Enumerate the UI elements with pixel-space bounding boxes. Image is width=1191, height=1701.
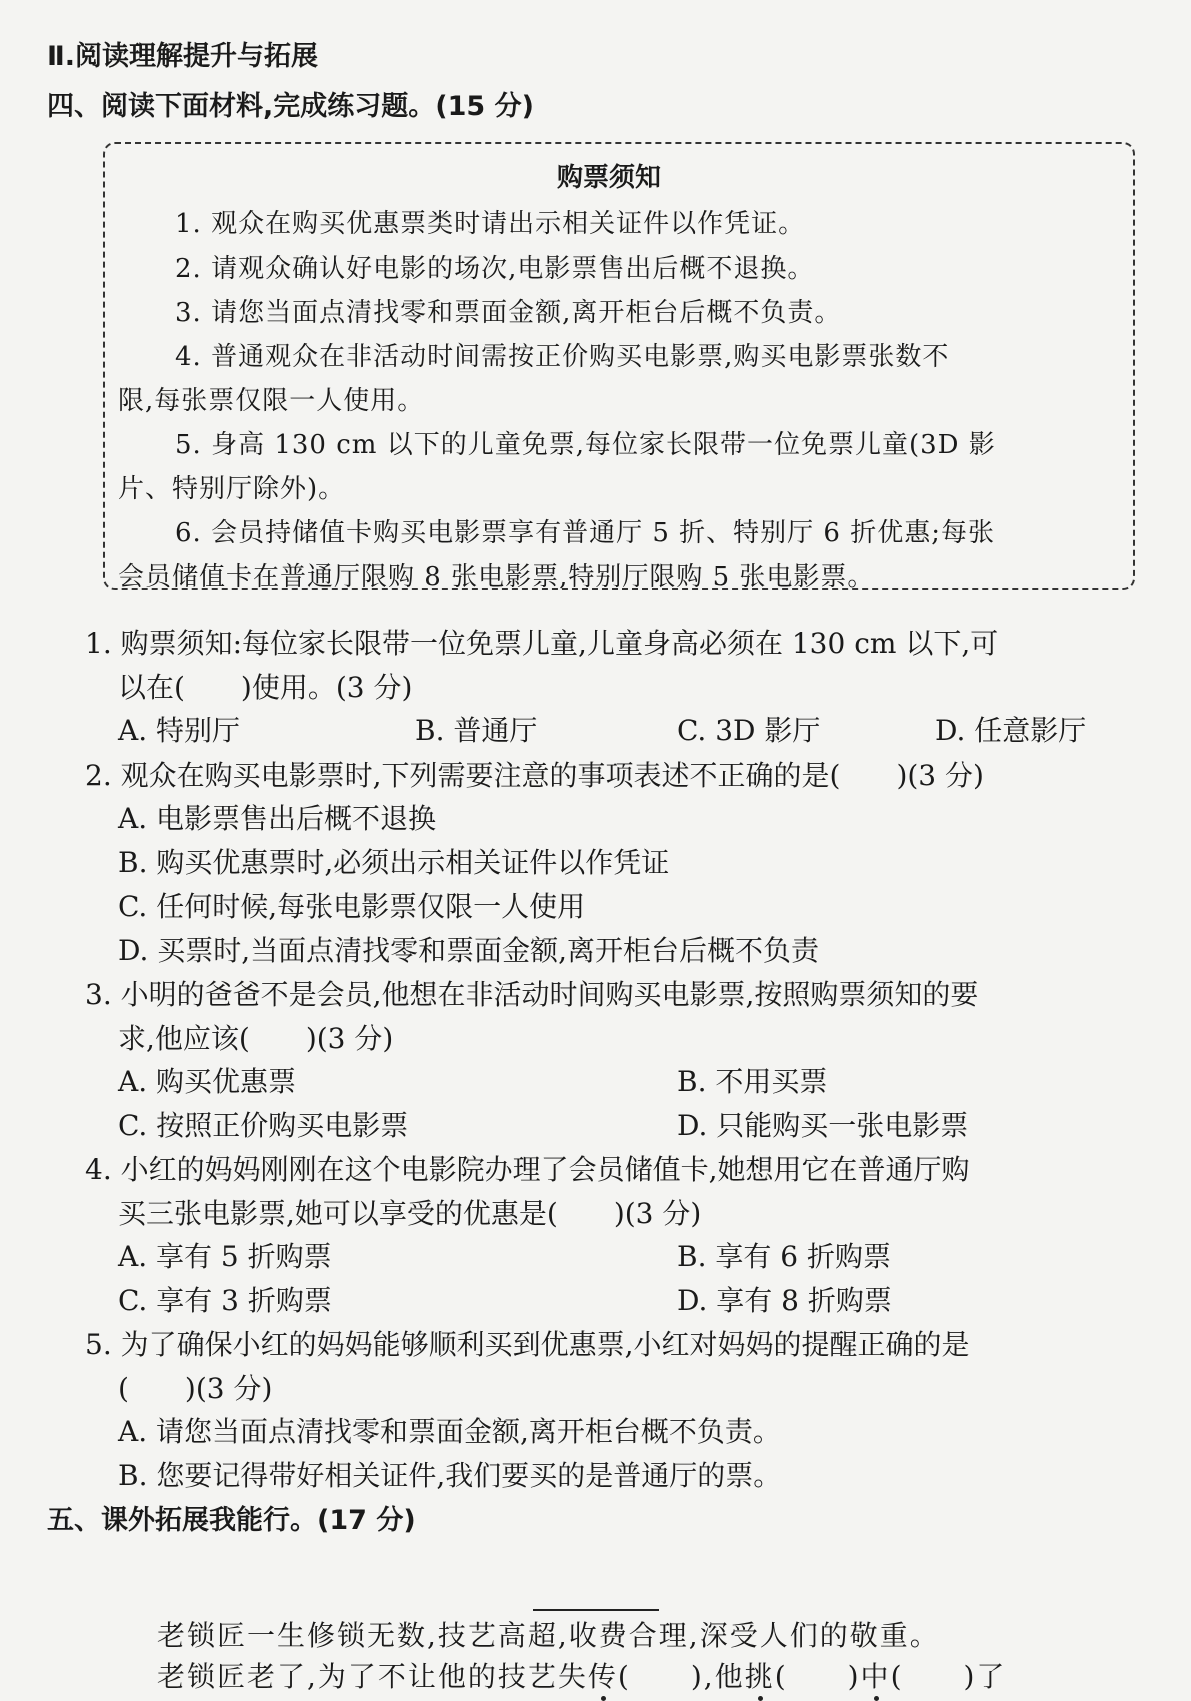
q4-option-b[interactable]: B. 享有 6 折购票 — [677, 1240, 891, 1273]
question-3-stem: 3. 小明的爸爸不是会员,他想在非活动时间购买电影票,按照购票须知的要 — [85, 978, 979, 1011]
q1-option-a[interactable]: A. 特别厅 — [118, 714, 241, 747]
passage-char-chuan: 传 — [587, 1660, 618, 1693]
q3-option-c[interactable]: C. 按照正价购买电影票 — [118, 1109, 409, 1142]
notice-rule-6: 6. 会员持储值卡购买电影票享有普通厅 5 折、特别厅 6 折优惠;每张 — [175, 518, 995, 548]
q5-option-a[interactable]: A. 请您当面点清找零和票面金额,离开柜台概不负责。 — [118, 1415, 781, 1448]
passage-char-zhong: 中 — [860, 1660, 891, 1693]
q4-option-a[interactable]: A. 享有 5 折购票 — [118, 1240, 332, 1273]
notice-rule-2: 2. 请观众确认好电影的场次,电影票售出后概不退换。 — [175, 254, 815, 284]
part4-heading: 四、阅读下面材料,完成练习题。(15 分) — [47, 91, 534, 122]
passage-blank-2[interactable]: ( ) — [774, 1660, 861, 1693]
q2-option-b[interactable]: B. 购买优惠票时,必须出示相关证件以作凭证 — [118, 846, 670, 879]
question-4-stem: 4. 小红的妈妈刚刚在这个电影院办理了会员储值卡,她想用它在普通厅购 — [85, 1153, 970, 1186]
passage-blank-1[interactable]: ( ),他 — [617, 1660, 745, 1693]
q3-option-a[interactable]: A. 购买优惠票 — [118, 1065, 297, 1098]
question-1-stem: 1. 购票须知:每位家长限带一位免票儿童,儿童身高必须在 130 cm 以下,可 — [85, 627, 999, 660]
notice-rule-4-cont: 限,每张票仅限一人使用。 — [118, 386, 425, 416]
q3-option-b[interactable]: B. 不用买票 — [677, 1065, 828, 1098]
q2-option-c[interactable]: C. 任何时候,每张电影票仅限一人使用 — [118, 890, 586, 923]
question-5-stem: 5. 为了确保小红的妈妈能够顺利买到优惠票,小红对妈妈的提醒正确的是 — [85, 1328, 970, 1361]
q1-option-c[interactable]: C. 3D 影厅 — [677, 714, 821, 747]
q1-option-d[interactable]: D. 任意影厅 — [935, 714, 1087, 747]
q2-option-a[interactable]: A. 电影票售出后概不退换 — [118, 802, 437, 835]
question-5-stem-cont: ( )(3 分) — [118, 1372, 273, 1405]
q5-option-b[interactable]: B. 您要记得带好相关证件,我们要买的是普通厅的票。 — [118, 1459, 782, 1492]
q2-option-d[interactable]: D. 买票时,当面点清找零和票面金额,离开柜台后概不负责 — [118, 934, 820, 967]
passage-line-2-a: 老锁匠老了,为了不让他的技艺失 — [157, 1660, 588, 1693]
question-3-stem-cont: 求,他应该( )(3 分) — [118, 1022, 394, 1055]
passage-char-tiao: 挑 — [744, 1660, 775, 1693]
notice-rule-5: 5. 身高 130 cm 以下的儿童免票,每位家长限带一位免票儿童(3D 影 — [175, 430, 996, 460]
q3-option-d[interactable]: D. 只能购买一张电影票 — [677, 1109, 969, 1142]
q4-option-c[interactable]: C. 享有 3 折购票 — [118, 1284, 332, 1317]
notice-rule-1: 1. 观众在购买优惠票类时请出示相关证件以作凭证。 — [175, 209, 806, 239]
q4-option-d[interactable]: D. 享有 8 折购票 — [677, 1284, 892, 1317]
notice-rule-5-cont: 片、特别厅除外)。 — [118, 474, 346, 504]
notice-title: 购票须知 — [557, 163, 662, 193]
notice-rule-3: 3. 请您当面点清找零和票面金额,离开柜台后概不负责。 — [175, 298, 842, 328]
q1-option-b[interactable]: B. 普通厅 — [415, 714, 538, 747]
question-4-stem-cont: 买三张电影票,她可以享受的优惠是( )(3 分) — [118, 1197, 702, 1230]
passage-blank-3[interactable]: ( )了 — [890, 1660, 1007, 1693]
notice-rule-6-cont: 会员储值卡在普通厅限购 8 张电影票,特别厅限购 5 张电影票。 — [118, 562, 875, 592]
passage-line-2 — [157, 1655, 1006, 1695]
part5-heading: 五、课外拓展我能行。(17 分) — [47, 1505, 416, 1536]
passage-line-1: 老锁匠一生修锁无数,技艺高超,收费合理,深受人们的敬重。 — [157, 1619, 940, 1652]
question-1-stem-cont: 以在( )使用。(3 分) — [118, 671, 413, 704]
question-2-stem: 2. 观众在购买电影票时,下列需要注意的事项表述不正确的是( )(3 分) — [85, 759, 984, 792]
section-title: Ⅱ.阅读理解提升与拓展 — [47, 41, 319, 72]
title-blank-line — [533, 1609, 659, 1611]
notice-rule-4: 4. 普通观众在非活动时间需按正价购买电影票,购买电影票张数不 — [175, 342, 950, 372]
